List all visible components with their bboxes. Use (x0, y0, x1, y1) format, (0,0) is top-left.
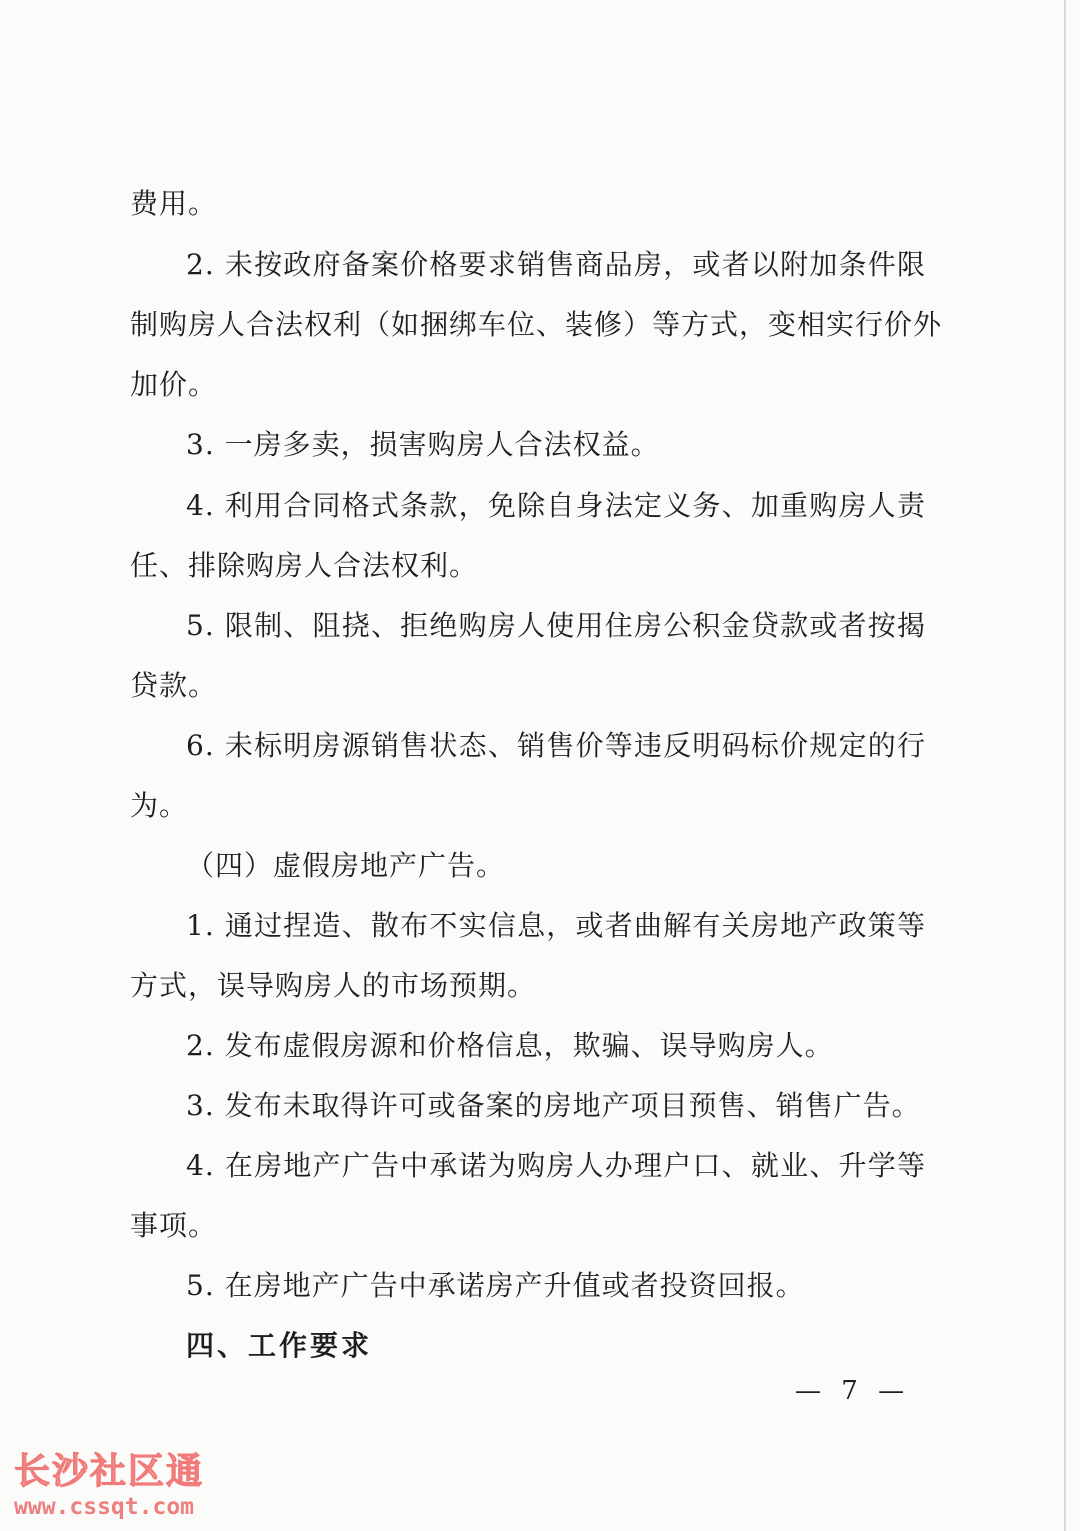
page-edge (1064, 0, 1066, 1531)
watermark-name: 长沙社区通 (14, 1451, 205, 1492)
text-line-19: 5. 在房地产广告中承诺房产升值或者投资回报。 (186, 1269, 805, 1302)
text-line-14: 方式，误导购房人的市场预期。 (130, 969, 537, 1002)
text-line-9: 贷款。 (130, 669, 218, 702)
section-heading-work-requirements: 四、工作要求 (186, 1329, 373, 1362)
text-line-6: 4. 利用合同格式条款，免除自身法定义务、加重购房人责 (186, 489, 926, 522)
text-line-11: 为。 (130, 789, 189, 822)
text-line-4: 加价。 (130, 368, 218, 401)
text-line-10: 6. 未标明房源销售状态、销售价等违反明码标价规定的行 (186, 729, 926, 762)
text-line-8: 5. 限制、阻挠、拒绝购房人使用住房公积金贷款或者按揭 (186, 609, 926, 642)
page-number: — 7 — (795, 1376, 911, 1406)
text-line-16: 3. 发布未取得许可或备案的房地产项目预售、销售广告。 (186, 1089, 921, 1122)
text-line-1: 费用。 (130, 187, 218, 220)
watermark-url: www.cssqt.com (14, 1494, 195, 1520)
text-line-18: 事项。 (130, 1209, 218, 1242)
text-line-5: 3. 一房多卖，损害购房人合法权益。 (186, 428, 660, 461)
text-line-3: 制购房人合法权利（如捆绑车位、装修）等方式，变相实行价外 (130, 308, 943, 341)
section-heading-4: （四）虚假房地产广告。 (186, 849, 506, 882)
text-line-13: 1. 通过捏造、散布不实信息，或者曲解有关房地产政策等 (186, 909, 926, 942)
text-line-2: 2. 未按政府备案价格要求销售商品房，或者以附加条件限 (186, 248, 926, 281)
watermark (14, 1452, 214, 1522)
text-line-15: 2. 发布虚假房源和价格信息，欺骗、误导购房人。 (186, 1029, 834, 1062)
text-line-7: 任、排除购房人合法权利。 (130, 549, 479, 582)
text-line-17: 4. 在房地产广告中承诺为购房人办理户口、就业、升学等 (186, 1149, 926, 1182)
